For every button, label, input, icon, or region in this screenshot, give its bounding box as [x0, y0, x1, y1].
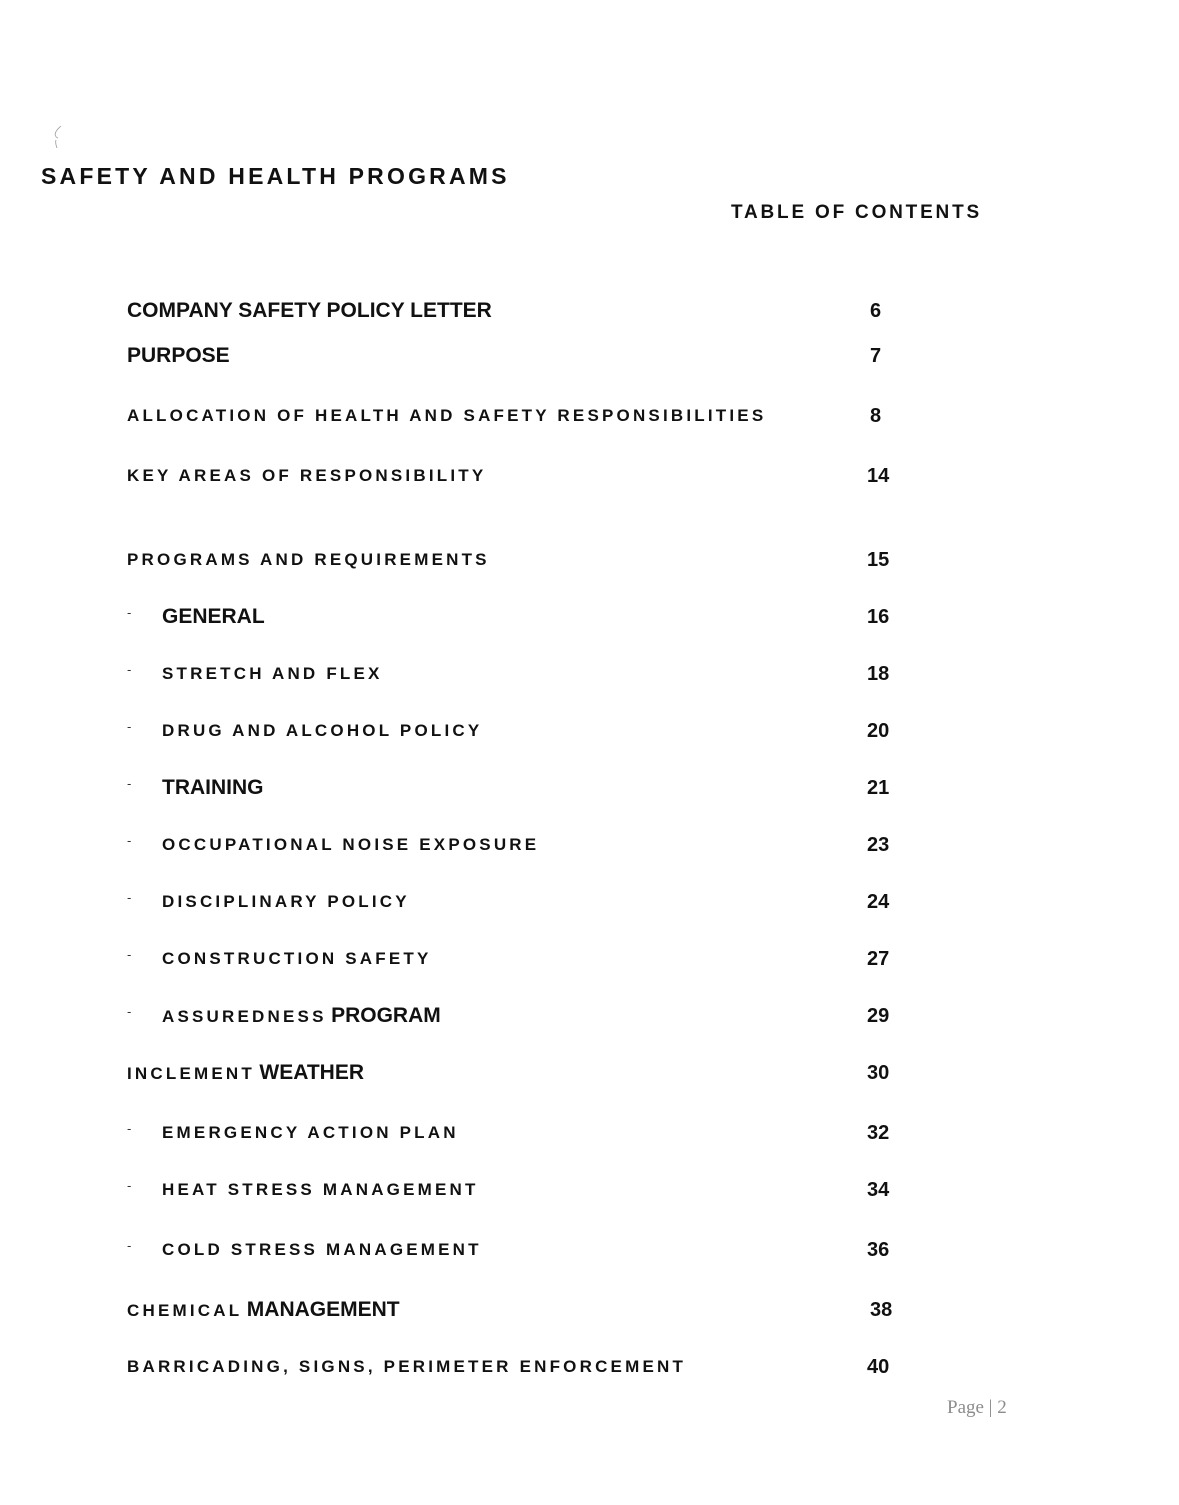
toc-entry-label: COLD STRESS MANAGEMENT [162, 1240, 482, 1259]
toc-entry-page: 20 [867, 720, 890, 742]
toc-entry-label: KEY AREAS OF RESPONSIBILITY [127, 466, 487, 485]
toc-entry[interactable] [0, 1296, 1179, 1326]
list-dash: - [127, 719, 132, 734]
toc-entry-page: 30 [867, 1062, 890, 1084]
toc-entry-label: PROGRAMS AND REQUIREMENTS [127, 550, 490, 569]
toc-entry-label: HEAT STRESS MANAGEMENT [162, 1180, 479, 1199]
list-dash: - [127, 890, 132, 905]
toc-entry-label-part: CHEMICAL [127, 1301, 243, 1320]
toc-entry[interactable] [0, 546, 1179, 576]
toc-entry-label: DRUG AND ALCOHOL POLICY [162, 721, 483, 740]
toc-entry-label-part: INCLEMENT [127, 1064, 255, 1083]
list-dash: - [127, 1121, 132, 1136]
list-dash: - [127, 1178, 132, 1193]
toc-entry-label: EMERGENCY ACTION PLAN [162, 1123, 459, 1142]
list-dash: - [127, 662, 132, 677]
toc-entry-label [127, 1296, 400, 1326]
toc-entry[interactable] [0, 402, 1179, 432]
toc-entry-page: 36 [867, 1239, 890, 1261]
toc-entry-page: 23 [867, 834, 890, 856]
toc-subentry[interactable] [0, 717, 1179, 747]
toc-entry[interactable] [0, 462, 1179, 492]
toc-subentry[interactable] [0, 660, 1179, 690]
toc-entry-page: 8 [870, 405, 882, 427]
list-dash: - [127, 776, 132, 791]
toc-entry-label: COMPANY SAFETY POLICY LETTER [127, 299, 492, 322]
toc-entry-label: STRETCH AND FLEX [162, 664, 383, 683]
toc-entry[interactable] [0, 297, 1179, 327]
toc-entry[interactable] [0, 1059, 1179, 1089]
toc-entry[interactable] [0, 1353, 1179, 1383]
toc-entry-label-part: PROGRAM [331, 1004, 441, 1027]
list-dash: - [127, 1004, 132, 1019]
toc-entry-label [162, 1002, 441, 1032]
toc-entry-label-part: WEATHER [259, 1061, 365, 1084]
toc-entry-page: 38 [870, 1299, 893, 1321]
toc-entry-page: 24 [867, 891, 890, 913]
toc-entry-page: 27 [867, 948, 890, 970]
toc-subentry[interactable] [0, 603, 1179, 633]
toc-entry-label-part: ASSUREDNESS [162, 1007, 327, 1026]
toc-heading: TABLE OF CONTENTS [731, 202, 982, 223]
toc-entry-page: 14 [867, 465, 890, 487]
toc-entry-label-part: MANAGEMENT [246, 1298, 400, 1321]
toc-entry-page: 29 [867, 1005, 890, 1027]
toc-subentry[interactable] [0, 945, 1179, 975]
document-title: SAFETY AND HEALTH PROGRAMS [41, 163, 510, 189]
toc-subentry[interactable] [0, 1236, 1179, 1266]
toc-subentry[interactable] [0, 1176, 1179, 1206]
list-dash: - [127, 605, 132, 620]
toc-entry-page: 6 [870, 300, 882, 322]
toc-entry-label: DISCIPLINARY POLICY [162, 892, 410, 911]
toc-entry-label: OCCUPATIONAL NOISE EXPOSURE [162, 835, 540, 854]
toc-entry-label [127, 1059, 364, 1089]
toc-entry-label: ALLOCATION OF HEALTH AND SAFETY RESPONSIBILITIES [127, 406, 767, 425]
list-dash: - [127, 1238, 132, 1253]
toc-entry-page: 15 [867, 549, 890, 571]
toc-subentry[interactable] [0, 888, 1179, 918]
page-footer: Page | 2 [947, 1397, 1007, 1418]
toc-entry-page: 21 [867, 777, 890, 799]
toc-entry-label: PURPOSE [127, 344, 230, 367]
toc-entry-page: 16 [867, 606, 890, 628]
list-dash: - [127, 947, 132, 962]
list-dash: - [127, 833, 132, 848]
toc-entry-label: TRAINING [162, 776, 264, 799]
toc-entry-label: CONSTRUCTION SAFETY [162, 949, 432, 968]
toc-subentry[interactable] [0, 774, 1179, 804]
toc-entry[interactable] [0, 342, 1179, 372]
toc-subentry[interactable] [0, 1119, 1179, 1149]
toc-entry-label: BARRICADING, SIGNS, PERIMETER ENFORCEMENT [127, 1357, 687, 1376]
toc-subentry[interactable] [0, 1002, 1179, 1032]
toc-entry-page: 32 [867, 1122, 890, 1144]
toc-entry-page: 18 [867, 663, 890, 685]
toc-subentry[interactable] [0, 831, 1179, 861]
toc-entry-page: 40 [867, 1356, 890, 1378]
toc-entry-label: GENERAL [162, 605, 265, 628]
toc-entry-page: 7 [870, 345, 882, 367]
toc-entry-page: 34 [867, 1179, 890, 1201]
decorative-mark-icon [50, 124, 64, 150]
